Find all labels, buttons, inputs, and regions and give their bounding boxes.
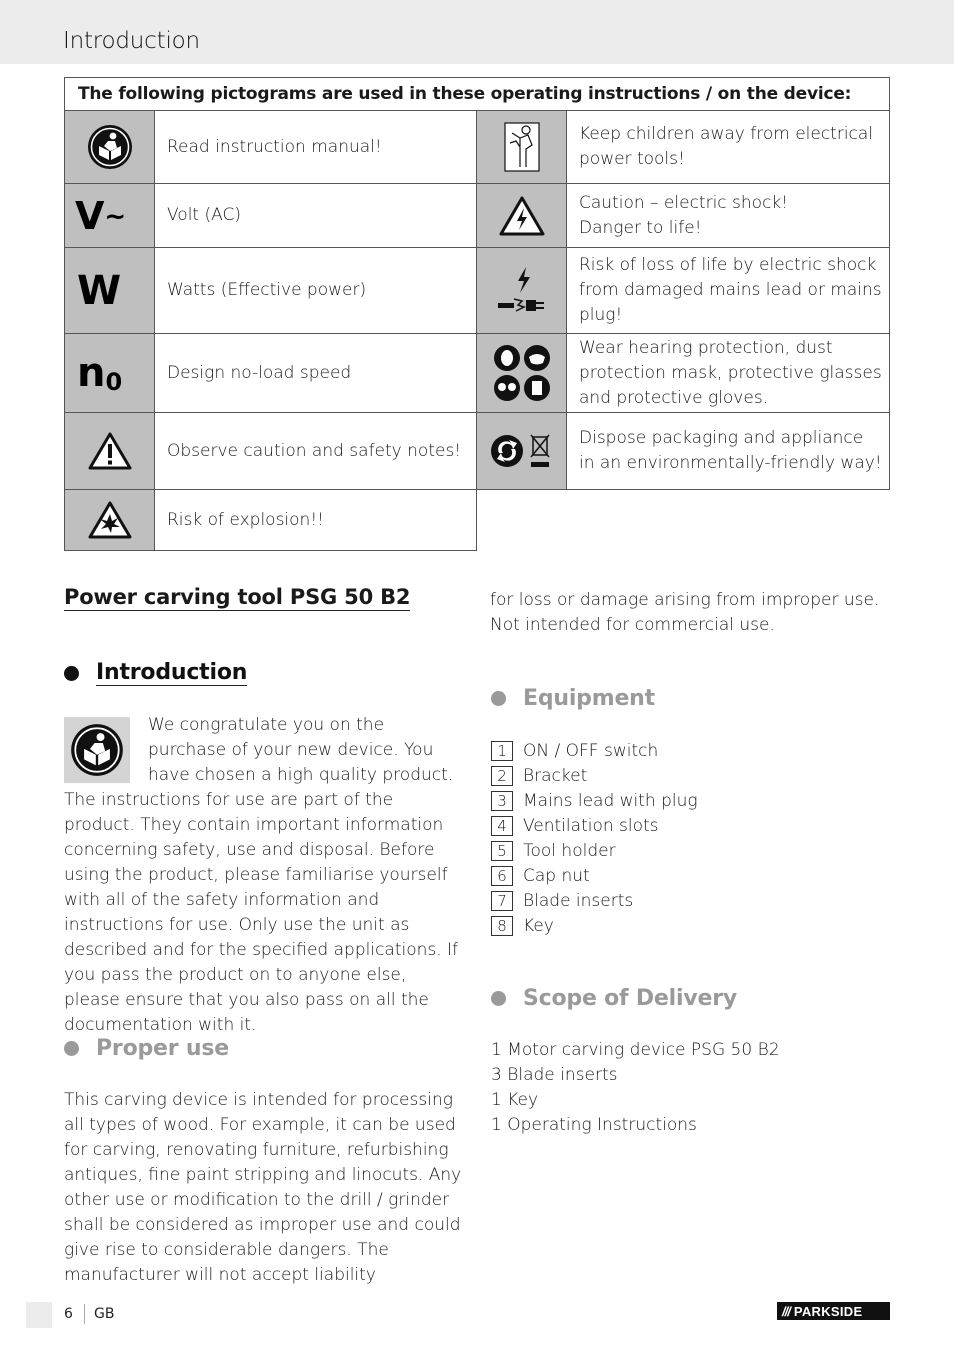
list-item: 1 Operating Instructions — [491, 1115, 697, 1135]
no-load-speed-icon: $n_0$ — [65, 334, 155, 412]
bullet-dot-icon — [491, 991, 506, 1006]
pictogram-text: Keep children away from electrical power tools! — [579, 124, 874, 169]
page-number: 6 — [64, 1306, 73, 1322]
pictogram-text: Wear hearing protection, dust protection mask, protective glasses and protective gloves. — [579, 337, 882, 408]
electric-shock-warning-icon — [477, 184, 567, 247]
delivery-list — [491, 1038, 780, 1138]
page-header-title: Introduction — [63, 28, 200, 54]
protective-equipment-icon — [477, 334, 567, 412]
list-item: 1 ON / OFF switch — [491, 738, 871, 763]
pictogram-text: Watts (Effective power) — [167, 280, 367, 300]
section-heading-introduction: Introduction — [64, 660, 247, 686]
list-item: 1 Motor carving device PSG 50 B2 — [491, 1040, 780, 1060]
bullet-dot-icon — [491, 691, 506, 706]
list-item: 3 Blade inserts — [491, 1065, 618, 1085]
footer-divider — [84, 1304, 85, 1324]
section-heading-proper-use: Proper use — [64, 1036, 229, 1061]
proper-use-text: This carving device is intended for processing all types of wood. For example, it can be used for carving, renovating furniture, refurbishing antiques, fine paint stripping and linocuts. Any other use or modification to the drill / grinder shall be considered as improper use and could give rise to considerable dangers. The manufacturer will not accept liability — [64, 1090, 462, 1285]
caution-warning-icon — [65, 413, 155, 489]
pictogram-text: Caution – electric shock! Danger to life! — [579, 192, 789, 238]
pictogram-table-heading: The following pictograms are used in these operating instructions / on the device: — [65, 78, 889, 111]
pictogram-text: Risk of explosion!! — [167, 509, 324, 530]
language-code: GB — [94, 1306, 115, 1322]
keep-children-away-icon — [477, 111, 567, 183]
list-item: 1 Key — [491, 1090, 539, 1110]
pictogram-text: Observe caution and safety notes! — [167, 440, 462, 461]
equipment-list — [491, 738, 871, 938]
section-heading-scope-of-delivery: Scope of Delivery — [491, 986, 737, 1011]
pictogram-text: Volt (AC) — [167, 205, 241, 225]
bullet-dot-icon — [64, 666, 79, 681]
read-manual-icon — [65, 111, 155, 183]
pictogram-table — [64, 77, 890, 551]
volt-ac-icon: V~ — [65, 184, 155, 247]
pictogram-row — [65, 184, 889, 248]
empty-cell-mask — [478, 490, 892, 552]
list-item: 2 Bracket — [491, 763, 871, 788]
list-item: 3 Mains lead with plug — [491, 788, 871, 813]
list-item: 8 Key — [491, 913, 871, 938]
introduction-text: We congratulate you on the purchase of your new device. You have chosen a high quality product. The instructions for use are part of the product. They contain important information concerning safety, use and disposal. Before using the product, please familiarise yourself with all of the safety information and instructions for use. Only use the unit as described and for the specified applications. If you pass the product on to anyone else, please ensure that you also pass on all the documentation with it. — [64, 715, 459, 1035]
pictogram-text: Design no-load speed — [167, 362, 352, 383]
watts-icon: W — [65, 248, 155, 333]
list-item: 5 Tool holder — [491, 838, 871, 863]
pictogram-text: Dispose packaging and appliance in an environmentally-friendly way! — [579, 428, 882, 473]
pictogram-row — [65, 334, 889, 413]
list-item: 7 Blade inserts — [491, 888, 871, 913]
pictogram-text: Risk of loss of life by electric shock from damaged mains lead or mains plug! — [579, 255, 882, 325]
brand-logo: /// PARKSIDE — [777, 1302, 890, 1320]
bullet-dot-icon — [64, 1041, 79, 1056]
pictogram-text: Read instruction manual! — [167, 136, 382, 157]
pictogram-row — [65, 111, 889, 184]
proper-use-text-continued: for loss or damage arising from improper use. Not intended for commercial use. — [490, 590, 880, 635]
section-heading-equipment: Equipment — [491, 686, 655, 711]
main-title: Power carving tool PSG 50 B2 — [64, 585, 411, 609]
recycling-disposal-icon — [477, 413, 567, 489]
list-item: 4 Ventilation slots — [491, 813, 871, 838]
footer-marker — [26, 1302, 52, 1328]
pictogram-row — [65, 413, 889, 490]
list-item: 6 Cap nut — [491, 863, 871, 888]
damaged-mains-lead-icon — [477, 248, 567, 333]
explosion-risk-icon — [65, 490, 155, 550]
pictogram-row — [65, 248, 889, 334]
